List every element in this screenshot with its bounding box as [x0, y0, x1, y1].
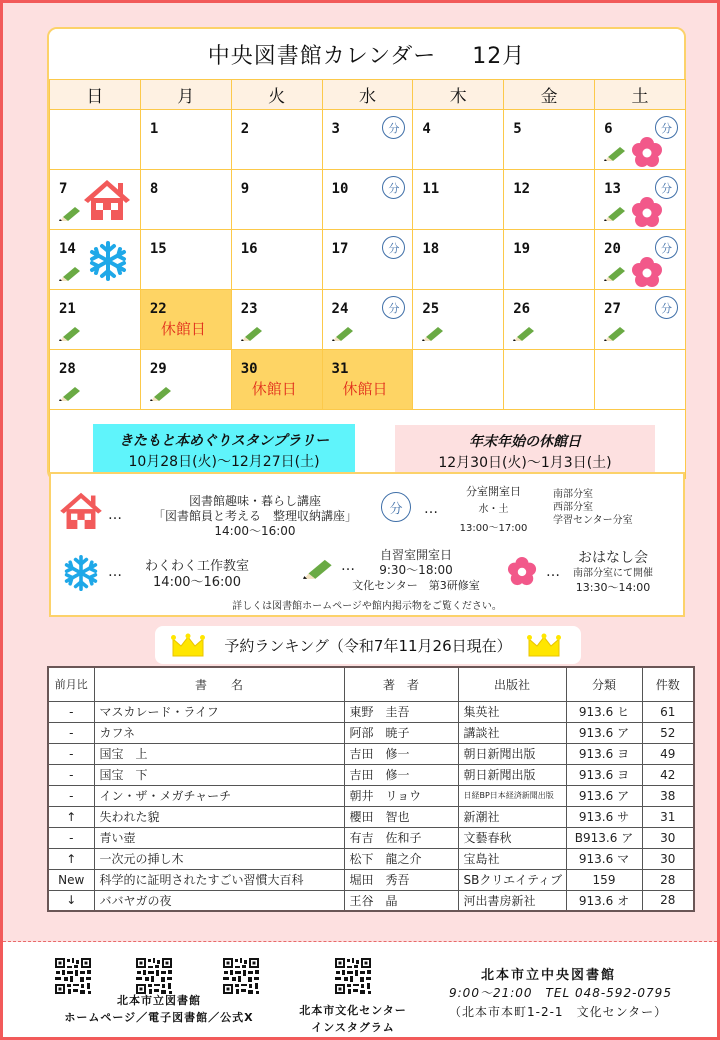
day-number: 21	[59, 301, 76, 317]
weekday-sun: 日	[50, 80, 141, 110]
table-row	[48, 764, 694, 785]
day-cell	[322, 110, 413, 170]
pencil-icon	[604, 145, 626, 161]
branch-icon: 分	[655, 296, 678, 319]
library-hours-tel: 9:00～21:00 TEL 048-592-0795	[449, 986, 672, 1000]
story-line1: おはなし会	[578, 550, 648, 566]
day-cell-empty	[595, 350, 686, 410]
cell-class: 913.6 ア	[566, 785, 642, 806]
cell-publisher: 朝日新聞出版	[458, 743, 566, 764]
banner-cell	[50, 410, 686, 479]
cell-author: 王谷 晶	[344, 890, 458, 911]
cell-prev: -	[48, 701, 94, 722]
dots: …	[341, 558, 356, 574]
snowflake-icon	[63, 554, 99, 592]
legend-box	[49, 472, 685, 617]
weekday-thu: 木	[413, 80, 504, 110]
day-cell	[322, 170, 413, 230]
flyer-page	[3, 3, 717, 1037]
cell-title: 国宝 下	[94, 764, 344, 785]
table-row	[48, 869, 694, 890]
day-number: 3	[331, 121, 340, 137]
cell-title: ババヤガの夜	[94, 890, 344, 911]
col-prev: 前月比	[48, 667, 94, 701]
day-cell	[140, 350, 231, 410]
day-cell	[595, 170, 686, 230]
day-number: 13	[604, 181, 621, 197]
table-row	[48, 743, 694, 764]
col-publisher: 出版社	[458, 667, 566, 701]
weekday-wed: 水	[322, 80, 413, 110]
cell-prev-up: ↑	[48, 848, 94, 869]
day-number: 5	[513, 121, 522, 137]
day-cell	[413, 290, 504, 350]
ranking-title: 予約ランキング（令和7年11月26日現在）	[224, 636, 512, 655]
cell-count: 42	[642, 764, 694, 785]
flower-icon	[631, 256, 663, 288]
branch-icon: 分	[655, 236, 678, 259]
pencil-icon	[59, 385, 81, 401]
col-count: 件数	[642, 667, 694, 701]
ranking-table	[47, 666, 695, 912]
cell-author: 阿部 暁子	[344, 722, 458, 743]
cell-prev: -	[48, 764, 94, 785]
qr-culture-label-1: 北本市文化センター	[299, 1004, 407, 1017]
day-cell-empty	[413, 350, 504, 410]
weekday-mon: 月	[140, 80, 231, 110]
day-number: 31	[331, 361, 349, 377]
day-cell	[413, 170, 504, 230]
cell-prev-down: ↓	[48, 890, 94, 911]
cell-title: イン・ザ・メガチャーチ	[94, 785, 344, 806]
weekday-tue: 火	[231, 80, 322, 110]
day-number: 18	[422, 241, 440, 257]
cell-publisher: 日経BP日本経済新聞出版	[458, 785, 566, 806]
study-time: 9:30～18:00	[379, 563, 453, 577]
cell-class: 159	[566, 869, 642, 890]
pencil-icon	[332, 325, 354, 341]
closed-label: 休館日	[342, 380, 388, 398]
day-cell	[50, 170, 141, 230]
day-cell	[504, 290, 595, 350]
cell-count: 30	[642, 827, 694, 848]
day-number: 10	[331, 181, 349, 197]
branch-line1: 分室開室日	[466, 485, 521, 498]
day-cell	[140, 170, 231, 230]
cell-author: 朝井 リョウ	[344, 785, 458, 806]
legend-lecture	[135, 494, 375, 539]
day-cell	[50, 230, 141, 290]
weekday-header-row	[50, 80, 686, 110]
cell-count: 28	[642, 869, 694, 890]
day-cell	[322, 230, 413, 290]
cell-count: 52	[642, 722, 694, 743]
day-cell	[504, 170, 595, 230]
banner-row	[50, 410, 686, 479]
calendar-month: 12月	[472, 43, 526, 69]
flower-icon	[631, 136, 663, 168]
holiday-banner	[395, 425, 655, 472]
lecture-time: 14:00～16:00	[214, 524, 296, 538]
cell-author: 吉田 修一	[344, 764, 458, 785]
dots: …	[546, 564, 561, 580]
col-class: 分類	[566, 667, 642, 701]
cell-author: 櫻田 智也	[344, 806, 458, 827]
branch-days: 水・土	[478, 504, 509, 515]
table-row	[48, 701, 694, 722]
cell-author: 堀田 秀吾	[344, 869, 458, 890]
legend-note: 詳しくは図書館ホームページや館内掲示物をご覧ください。	[232, 601, 502, 612]
cell-count: 28	[642, 890, 694, 911]
table-row	[48, 890, 694, 911]
day-number: 19	[513, 241, 531, 257]
table-row	[48, 785, 694, 806]
cell-count: 30	[642, 848, 694, 869]
cell-publisher: 文藝春秋	[458, 827, 566, 848]
week-row	[50, 350, 686, 410]
day-number: 27	[604, 301, 621, 317]
pencil-icon	[604, 325, 626, 341]
day-cell	[140, 230, 231, 290]
day-number: 14	[59, 241, 76, 257]
closed-label: 休館日	[251, 380, 297, 398]
pencil-icon	[604, 265, 626, 281]
day-number: 25	[422, 301, 440, 317]
week-row	[50, 170, 686, 230]
lecture-line2: 「図書館員と考える 整理収納講座」	[152, 509, 357, 523]
qr-library-label	[39, 992, 279, 1026]
cell-count: 31	[642, 806, 694, 827]
dots: …	[424, 501, 439, 517]
week-row	[50, 110, 686, 170]
ranking-title-box	[155, 626, 581, 664]
day-number: 1	[149, 121, 159, 137]
cell-count: 61	[642, 701, 694, 722]
day-number: 6	[604, 121, 613, 137]
house-icon	[82, 178, 132, 220]
calendar-title-text: 中央図書館カレンダー	[207, 43, 437, 69]
day-cell	[413, 230, 504, 290]
day-cell-closed	[231, 350, 322, 410]
stamp-rally-banner	[93, 424, 355, 472]
cell-class: 913.6 マ	[566, 848, 642, 869]
dots: …	[108, 564, 123, 580]
cell-prev: -	[48, 722, 94, 743]
crown-icon	[527, 633, 561, 657]
cell-author: 吉田 修一	[344, 743, 458, 764]
day-cell	[595, 290, 686, 350]
qr-code-official-x[interactable]	[222, 957, 260, 995]
day-number: 17	[331, 241, 349, 257]
cell-title: 国宝 上	[94, 743, 344, 764]
pencil-icon	[303, 556, 333, 580]
col-title: 書 名	[94, 667, 344, 701]
stamp-rally-title: きたもと本めぐりスタンプラリー	[119, 433, 329, 449]
cell-title: マスカレード・ライフ	[94, 701, 344, 722]
story-time: 13:30～14:00	[575, 581, 651, 594]
cell-class: 913.6 ヨ	[566, 764, 642, 785]
flower-icon	[507, 556, 537, 586]
day-cell	[595, 110, 686, 170]
cell-class: 913.6 ア	[566, 722, 642, 743]
cell-prev-up: ↑	[48, 806, 94, 827]
cell-publisher: 新潮社	[458, 806, 566, 827]
cell-prev: -	[48, 785, 94, 806]
pencil-icon	[59, 205, 81, 221]
cell-prev: -	[48, 743, 94, 764]
library-name: 北本市立中央図書館	[481, 968, 617, 983]
cell-author: 松下 龍之介	[344, 848, 458, 869]
day-number: 4	[422, 121, 431, 137]
cell-title: カフネ	[94, 722, 344, 743]
craft-time: 14:00～16:00	[153, 575, 241, 590]
cell-class: 913.6 サ	[566, 806, 642, 827]
day-cell-empty	[50, 110, 141, 170]
day-cell-closed	[140, 290, 231, 350]
cell-author: 東野 圭吾	[344, 701, 458, 722]
calendar	[47, 27, 686, 481]
weekday-sat: 土	[595, 80, 686, 110]
day-number: 29	[149, 361, 167, 377]
day-number: 30	[240, 361, 258, 377]
cell-author: 有吉 佐和子	[344, 827, 458, 848]
qr-library-label-1: 北本市立図書館	[117, 994, 201, 1007]
cell-publisher: 河出書房新社	[458, 890, 566, 911]
cell-class: B913.6 ア	[566, 827, 642, 848]
week-row	[50, 230, 686, 290]
day-number: 8	[149, 181, 159, 197]
day-number: 22	[149, 301, 167, 317]
qr-code-homepage[interactable]	[54, 957, 92, 995]
table-row	[48, 848, 694, 869]
col-author: 著 者	[344, 667, 458, 701]
cell-class: 913.6 オ	[566, 890, 642, 911]
cell-title: 一次元の挿し木	[94, 848, 344, 869]
day-number: 26	[513, 301, 531, 317]
study-place: 文化センター 第3研修室	[352, 579, 480, 592]
day-cell	[231, 170, 322, 230]
craft-line1: わくわく工作教室	[144, 559, 249, 574]
library-address: （北本市本町1-2-1 文化センター）	[449, 1005, 668, 1019]
day-number: 9	[240, 181, 250, 197]
branch-time: 13:00～17:00	[459, 523, 528, 534]
qr-code-e-library[interactable]	[135, 957, 173, 995]
cell-count: 49	[642, 743, 694, 764]
table-row	[48, 722, 694, 743]
day-cell	[50, 290, 141, 350]
pencil-icon	[422, 325, 444, 341]
branch-icon: 分	[655, 176, 678, 199]
qr-culture-label	[293, 1002, 413, 1036]
pencil-icon	[604, 205, 626, 221]
cell-publisher: 集英社	[458, 701, 566, 722]
pencil-icon	[59, 325, 81, 341]
branch-icon: 分	[655, 116, 678, 139]
qr-culture-label-2: インスタグラム	[311, 1021, 395, 1034]
pencil-icon	[513, 325, 535, 341]
calendar-title	[49, 29, 684, 79]
branch-icon: 分	[381, 492, 411, 522]
day-number: 24	[331, 301, 349, 317]
day-cell-closed	[322, 350, 413, 410]
day-cell	[231, 230, 322, 290]
day-number: 7	[59, 181, 68, 197]
branch-icon: 分	[382, 236, 405, 259]
holiday-period: 12月30日(火)～1月3日(土)	[438, 455, 612, 471]
day-cell	[50, 350, 141, 410]
pencil-icon	[241, 325, 263, 341]
branch-room: 南部分室	[553, 489, 593, 500]
house-icon	[58, 491, 104, 529]
snowflake-icon	[88, 240, 128, 282]
cell-prev-new: New	[48, 869, 94, 890]
day-cell	[140, 110, 231, 170]
day-cell	[504, 110, 595, 170]
footer	[3, 942, 717, 1037]
day-cell	[504, 230, 595, 290]
cell-publisher: 朝日新聞出版	[458, 764, 566, 785]
cell-prev: -	[48, 827, 94, 848]
lecture-line1: 図書館趣味・暮らし講座	[188, 494, 321, 508]
day-cell	[231, 290, 322, 350]
day-cell	[595, 230, 686, 290]
branch-icon: 分	[382, 296, 405, 319]
cell-title: 科学的に証明されたすごい習慣大百科	[94, 869, 344, 890]
branch-icon: 分	[382, 176, 405, 199]
dots: …	[108, 507, 123, 523]
day-number: 11	[422, 181, 440, 197]
holiday-title: 年末年始の休館日	[469, 434, 581, 450]
day-number: 23	[240, 301, 258, 317]
day-number: 12	[513, 181, 531, 197]
flower-icon	[631, 196, 663, 228]
cell-class: 913.6 ヨ	[566, 743, 642, 764]
table-row	[48, 827, 694, 848]
cell-count: 38	[642, 785, 694, 806]
cell-title: 失われた貌	[94, 806, 344, 827]
qr-library-label-2: ホームページ／電子図書館／公式X	[64, 1011, 254, 1024]
legend-study	[341, 548, 491, 593]
branch-room: 西部分室	[553, 502, 593, 513]
day-cell-empty	[504, 350, 595, 410]
branch-room: 学習センター分室	[553, 515, 633, 526]
ranking-header-row	[48, 667, 694, 701]
day-number: 15	[149, 241, 167, 257]
cell-title: 青い壺	[94, 827, 344, 848]
qr-code-instagram[interactable]	[334, 957, 372, 995]
closed-label: 休館日	[160, 320, 206, 338]
pencil-icon	[150, 385, 172, 401]
branch-rooms	[553, 488, 633, 527]
day-number: 28	[59, 361, 76, 377]
table-row	[48, 806, 694, 827]
week-row	[50, 290, 686, 350]
cell-publisher: 講談社	[458, 722, 566, 743]
story-place: 南部分室にて開催	[573, 568, 653, 579]
day-cell	[231, 110, 322, 170]
study-line1: 自習室開室日	[379, 548, 452, 562]
pencil-icon	[59, 265, 81, 281]
crown-icon	[171, 633, 205, 657]
cell-publisher: SBクリエイティブ	[458, 869, 566, 890]
weekday-fri: 金	[504, 80, 595, 110]
legend-craft	[137, 559, 257, 591]
legend-story	[563, 550, 663, 595]
calendar-grid	[49, 79, 686, 479]
stamp-rally-period: 10月28日(火)～12月27日(土)	[128, 454, 320, 470]
day-number: 2	[240, 121, 250, 137]
day-number: 16	[240, 241, 258, 257]
branch-icon: 分	[382, 116, 405, 139]
cell-publisher: 宝島社	[458, 848, 566, 869]
day-cell	[413, 110, 504, 170]
day-cell	[322, 290, 413, 350]
legend-branch	[451, 484, 536, 536]
cell-class: 913.6 ヒ	[566, 701, 642, 722]
day-number: 20	[604, 241, 621, 257]
